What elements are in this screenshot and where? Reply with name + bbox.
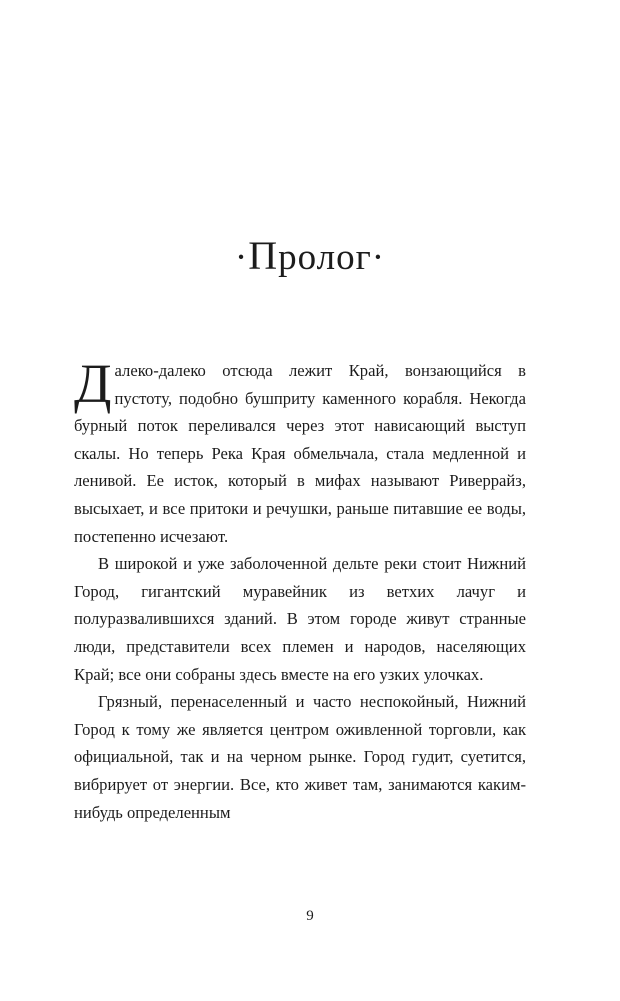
paragraph-1-text: алеко-далеко отсюда лежит Край, вонзающийся в пустоту, подобно бушприту каменного корабля. Некогда бурный поток переливался через этот нависающий выступ скалы. Но теперь Река Края обмельчала, стала медленной и ленивой. Ее исток, который в мифах называют Риверрайз, высыхает, и все притоки и речушки, раньше питавшие ее воды, постепенно исчезают. bbox=[74, 361, 526, 546]
chapter-body bbox=[74, 353, 526, 826]
paragraph-3: Грязный, перенаселенный и часто неспокойный, Нижний Город к тому же является центром оживленной торговли, как официальной, так и на черном рынке. Город гудит, суетится, вибрирует от энергии. Все, кто живет там, занимаются каким-нибудь определенным bbox=[74, 692, 526, 822]
chapter-title bbox=[0, 226, 620, 288]
page-number: 9 bbox=[306, 908, 314, 924]
paragraph-1 bbox=[74, 353, 526, 550]
paragraph-2: В широкой и уже заболоченной дельте реки стоит Нижний Город, гигантский муравейник из ветхих лачуг и полуразвалившихся зданий. В этом городе живут странные люди, представители всех племен и народов, населяющих Край; все они собраны здесь вместе на его узких улочках. bbox=[74, 554, 526, 684]
drop-cap: Д bbox=[74, 353, 112, 414]
title-ornament-right: · bbox=[371, 237, 386, 278]
title-rest: ролог bbox=[278, 237, 372, 278]
title-ornament-left: · bbox=[234, 237, 249, 278]
title-first-letter: П bbox=[248, 233, 279, 278]
